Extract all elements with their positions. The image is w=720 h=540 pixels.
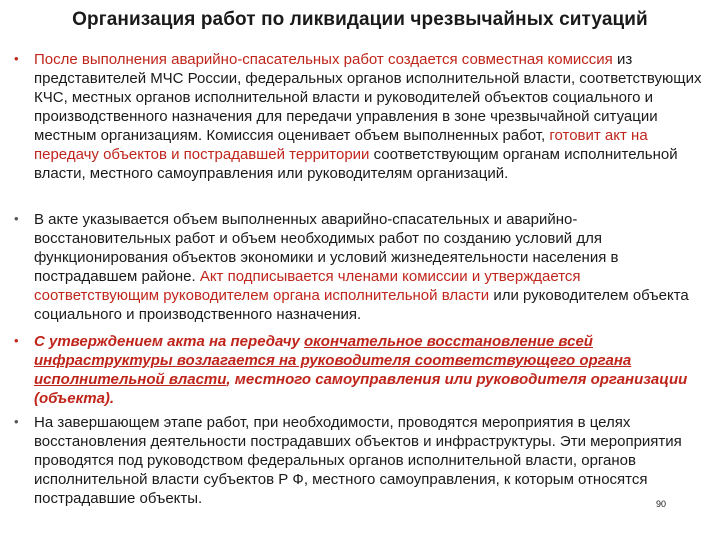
- p1-red-act: готовит акт на передачу объектов и пострадавшей территории: [34, 127, 648, 163]
- p1-body: из представителей МЧС России, федеральных органов исполнительной власти, соответствующих КЧС, местных органов исполнительной власти и руководителей объектов социального и производственного назначения для передачи управления в зоне чрезвычайной ситуации местным организациям. Комиссия оценивает объем выполненных работ,: [34, 51, 702, 144]
- bullet-icon: •: [14, 414, 19, 429]
- p2-tail: или руководителем объекта социального и производственного назначения.: [34, 287, 689, 323]
- bullet-icon: •: [14, 51, 19, 66]
- bullet-icon: •: [14, 211, 19, 226]
- p3-lead: С утверждением акта на передачу: [34, 333, 305, 350]
- paragraph-3-text: [34, 332, 706, 408]
- p2-red-act: Акт подписывается членами комиссии и утверждается соответствующим руководителем органа исполнительной власти: [34, 268, 581, 304]
- page-number: 90: [655, 499, 666, 509]
- p3-tail: , местного самоуправления или руководителя организации (объекта).: [34, 371, 688, 407]
- p2-body: В акте указывается объем выполненных аварийно-спасательных и аварийно-восстановительных работ и объем необходимых работ по созданию условий для функционирования объектов экономики и условий жизнедеятельности населения в пострадавшем районе.: [34, 211, 619, 285]
- p3-underlined: окончательное восстановление всей инфраструктуры возлагается на руководителя соответствующего органа исполнительной власти: [34, 333, 632, 388]
- p1-red-lead: После выполнения аварийно-спасательных работ создается совместная комиссия: [34, 51, 613, 68]
- p1-tail: соответствующим органам исполнительной власти, местного самоуправления или руководителям организаций.: [34, 146, 678, 182]
- paragraph-2-text: [34, 210, 706, 324]
- paragraph-1-text: [34, 50, 706, 183]
- paragraph-4-text: На завершающем этапе работ, при необходимости, проводятся мероприятия в целях восстановления деятельности пострадавших объектов и инфраструктуры. Эти мероприятия проводятся под руководством федеральных органов исполнительной власти, органов исполнительной власти субъектов Р Ф, местного самоуправления, к которым относятся пострадавшие объекты.: [34, 414, 682, 507]
- bullet-icon: •: [14, 333, 19, 348]
- slide-title: Организация работ по ликвидации чрезвычайных ситуаций: [72, 9, 648, 30]
